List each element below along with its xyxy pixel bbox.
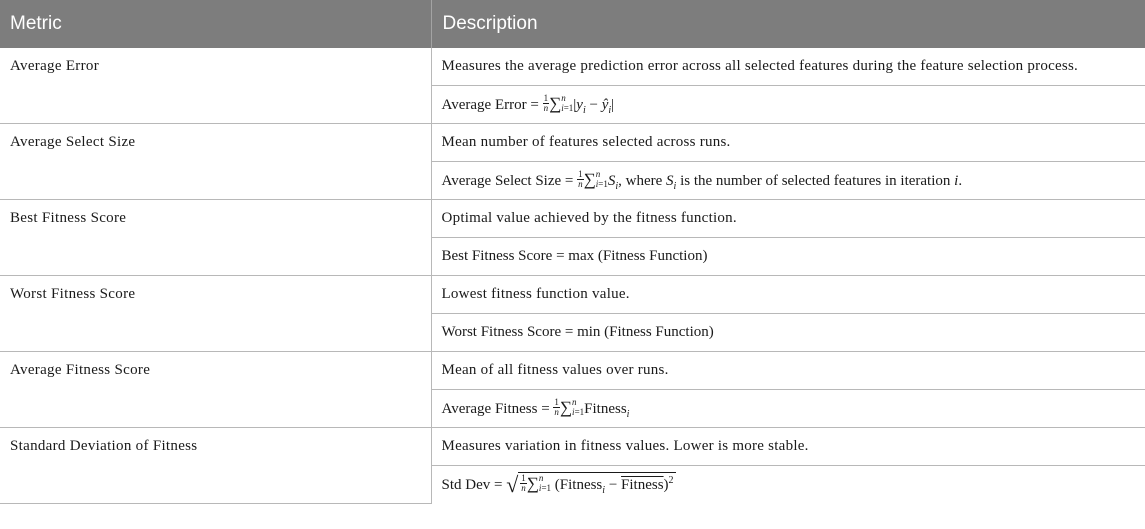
table-row	[0, 352, 1145, 390]
table-row	[0, 124, 1145, 162]
description-average-select-size: Mean number of features selected across runs.	[431, 124, 1145, 162]
formula-label: Average Select Size	[441, 172, 562, 189]
formula-std-dev-fitness: Std Dev = √ $\frac{1}{n}$ ∑ n i=1 (Fitness$_i$ − Fitness)$^2$	[441, 471, 674, 497]
metric-worst-fitness-score: Worst Fitness Score	[0, 276, 431, 352]
description-worst-fitness-score: Lowest fitness function value.	[431, 276, 1145, 314]
formula-label: Average Error	[441, 96, 527, 113]
formula-average-fitness-score: Average Fitness = $\frac{1}{n}$ ∑ n i=1 Fitness$_i$	[431, 390, 1145, 428]
description-best-fitness-score: Optimal value achieved by the fitness function.	[431, 200, 1145, 238]
formula-note-a: , where	[618, 172, 663, 189]
description-average-error: Measures the average prediction error across all selected features during the feature selection process.	[431, 48, 1145, 86]
header-description: Description	[431, 0, 1145, 48]
formula-average-select-size: Average Select Size = $\frac{1}{n}$ ∑ n i=1 $S_i$, where $S_i$ is the number of selected features in iteration i.	[431, 162, 1145, 200]
formula-note-b: is the number of selected features in iteration	[680, 172, 951, 189]
formula-label: Average Fitness	[441, 400, 538, 417]
formula-worst-fitness-score: Worst Fitness Score = min (Fitness Function)	[431, 314, 1145, 352]
metric-std-dev-fitness: Standard Deviation of Fitness	[0, 428, 431, 504]
formula-best-fitness-score: Best Fitness Score = max (Fitness Function)	[431, 238, 1145, 276]
metric-average-select-size: Average Select Size	[0, 124, 431, 200]
description-average-fitness-score: Mean of all fitness values over runs.	[431, 352, 1145, 390]
header-metric: Metric	[0, 0, 431, 48]
formula-average-error: Average Error = $\frac{1}{n}$ ∑ n i=1 $|y_i$ − $ŷ_i|$	[431, 86, 1145, 124]
table-row	[0, 276, 1145, 314]
formula-label: Std Dev	[441, 476, 491, 493]
description-std-dev-fitness: Measures variation in fitness values. Lower is more stable.	[431, 428, 1145, 466]
metric-average-fitness-score: Average Fitness Score	[0, 352, 431, 428]
header-row	[0, 0, 1145, 48]
metric-average-error: Average Error	[0, 48, 431, 124]
table-row	[0, 428, 1145, 466]
table-row	[0, 200, 1145, 238]
metric-best-fitness-score: Best Fitness Score	[0, 200, 431, 276]
table-row	[0, 48, 1145, 86]
